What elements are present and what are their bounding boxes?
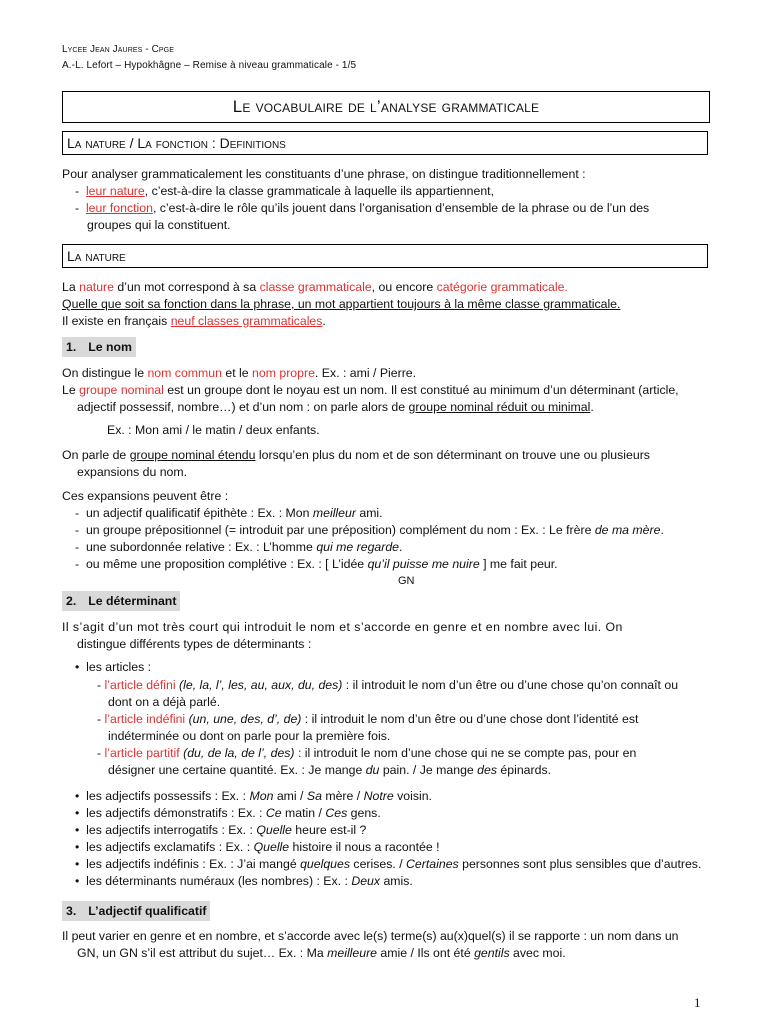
- nom-line-1: On distingue le nom commun et le nom propre. Ex. : ami / Pierre.: [62, 366, 417, 380]
- det-paragraph-1: Il s’agit d’un mot très court qui introduit le nom et s’accorde en genre et en nombre avec lui. On: [62, 620, 623, 634]
- nom-line-3: adjectif possessif, nombre…) et d’un nom : on parle alors de groupe nominal réduit ou minimal.: [77, 400, 594, 414]
- det-exclamatifs: • les adjectifs exclamatifs : Ex. : Quelle histoire il nous a racontée !: [75, 840, 440, 854]
- nom-line-5: expansions du nom.: [77, 465, 188, 479]
- expansion-item-4: - ou même une proposition complétive : Ex. : [ L’idée qu’il puisse me nuire ] me fait peur.: [75, 557, 558, 571]
- nom-example-1: Ex. : Mon ami / le matin / deux enfants.: [107, 423, 320, 437]
- det-paragraph-2: distingue différents types de déterminants :: [77, 637, 312, 651]
- section-heading-nature: La nature: [62, 244, 708, 268]
- title-box: [62, 91, 710, 123]
- det-interrogatifs: • les adjectifs interrogatifs : Ex. : Quelle heure est-il ?: [75, 823, 367, 837]
- article-partitif: - l’article partitif (du, de la, de l’, des) : il introduit le nom d’une chose qui ne se compte pas, pour en: [97, 746, 637, 760]
- adj-paragraph-1: Il peut varier en genre et en nombre, et s’accorde avec le(s) terme(s) au(x)quel(s) il se rapporte : un nom dans un: [62, 929, 679, 943]
- gn-label: GN: [398, 575, 415, 587]
- subheading-adjectif: 3. L’adjectif qualificatif: [62, 901, 210, 921]
- term-leur-nature: leur nature: [85, 184, 145, 198]
- definitions-item-fonction: - leur fonction, c’est-à-dire le rôle qu’ils jouent dans l’organisation d’ensemble de la phrase ou de l’un des: [75, 201, 650, 215]
- definitions-intro: Pour analyser grammaticalement les constituants d’une phrase, on distingue traditionnellement :: [62, 167, 586, 181]
- section-heading-definitions: La nature / La fonction : Definitions: [62, 131, 708, 155]
- adj-paragraph-2: GN, un GN s’il est attribut du sujet… Ex. : Ma meilleure amie / Ils ont été gentils avec moi.: [77, 946, 566, 960]
- nature-paragraph-1: La nature d’un mot correspond à sa classe grammaticale, ou encore catégorie grammaticale.: [62, 280, 568, 294]
- article-indefini-cont: indéterminée ou dont on parle pour la première fois.: [108, 729, 391, 743]
- subheading-nom: 1. Le nom: [62, 337, 136, 357]
- header-school: Lycee Jean Jaures - Cpge: [62, 44, 174, 55]
- subheading-determinant: 2. Le déterminant: [62, 591, 180, 611]
- article-partitif-cont: désigner une certaine quantité. Ex. : Je mange du pain. / Je mange des épinards.: [108, 763, 552, 777]
- nom-line-2: Le groupe nominal est un groupe dont le noyau est un nom. Il est constitué au minimum d’un déterminant (article,: [62, 383, 679, 397]
- det-demonstratifs: • les adjectifs démonstratifs : Ex. : Ce matin / Ces gens.: [75, 806, 381, 820]
- article-defini: - l’article défini (le, la, l’, les, au, aux, du, des) : il introduit le nom d’un être ou d’une chose qu’on connaît ou: [97, 678, 679, 692]
- article-indefini: - l’article indéfini (un, une, des, d’, de) : il introduit le nom d’un être ou d’une chose dont l’identité est: [97, 712, 639, 726]
- det-possessifs: • les adjectifs possessifs : Ex. : Mon ami / Sa mère / Notre voisin.: [75, 789, 432, 803]
- nature-paragraph-3: Il existe en français neuf classes grammaticales.: [62, 314, 326, 328]
- page-title: Le vocabulaire de l’analyse grammaticale: [232, 97, 540, 116]
- term-leur-fonction: leur fonction: [85, 201, 153, 215]
- det-articles: • les articles :: [75, 660, 152, 674]
- page-number: 1: [694, 995, 701, 1010]
- definitions-item-fonction-cont: groupes qui la constituent.: [87, 218, 231, 232]
- nom-line-4: On parle de groupe nominal étendu lorsqu’en plus du nom et de son déterminant on trouve une ou plusieurs: [62, 448, 650, 462]
- det-numeraux: • les déterminants numéraux (les nombres) : Ex. : Deux amis.: [75, 874, 413, 888]
- definitions-item-nature: - leur nature, c’est-à-dire la classe grammaticale à laquelle ils appartiennent,: [75, 184, 495, 198]
- nature-paragraph-2: Quelle que soit sa fonction dans la phrase, un mot appartient toujours à la même classe grammaticale.: [62, 297, 621, 311]
- expansion-item-3: - une subordonnée relative : Ex. : L’homme qui me regarde.: [75, 540, 403, 554]
- header-course: A.-L. Lefort – Hypokhâgne – Remise à niveau grammaticale - 1/5: [62, 60, 357, 71]
- article-defini-cont: dont on a déjà parlé.: [108, 695, 221, 709]
- det-indefinis: • les adjectifs indéfinis : Ex. : J’ai mangé quelques cerises. / Certaines personnes sont plus sensibles que d’autres.: [75, 857, 702, 871]
- expansion-item-1: - un adjectif qualificatif épithète : Ex. : Mon meilleur ami.: [75, 506, 383, 520]
- expansion-item-2: - un groupe prépositionnel (= introduit par une préposition) complément du nom : Ex. : Le frère de ma mère.: [75, 523, 664, 537]
- nom-line-6: Ces expansions peuvent être :: [62, 489, 229, 503]
